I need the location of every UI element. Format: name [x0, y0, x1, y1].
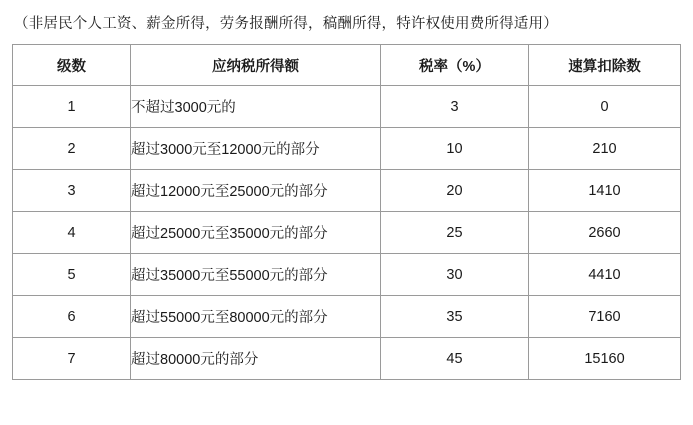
cell-level: 5 — [13, 254, 131, 296]
table-row — [13, 128, 681, 170]
cell-level: 7 — [13, 338, 131, 380]
column-header-deduction: 速算扣除数 — [529, 45, 681, 86]
cell-rate: 25 — [381, 212, 529, 254]
table-header-row — [13, 45, 681, 86]
cell-deduction: 0 — [529, 86, 681, 128]
cell-rate: 20 — [381, 170, 529, 212]
table-row — [13, 254, 681, 296]
column-header-level: 级数 — [13, 45, 131, 86]
cell-level: 3 — [13, 170, 131, 212]
cell-deduction: 15160 — [529, 338, 681, 380]
cell-income: 不超过3000元的 — [131, 86, 381, 128]
table-row — [13, 86, 681, 128]
cell-income: 超过3000元至12000元的部分 — [131, 128, 381, 170]
table-body — [13, 86, 681, 380]
cell-income: 超过35000元至55000元的部分 — [131, 254, 381, 296]
cell-level: 2 — [13, 128, 131, 170]
table-caption: （非居民个人工资、薪金所得，劳务报酬所得，稿酬所得，特许权使用费所得适用） — [14, 16, 558, 32]
tax-rate-table — [12, 44, 681, 380]
cell-rate: 45 — [381, 338, 529, 380]
cell-income: 超过25000元至35000元的部分 — [131, 212, 381, 254]
cell-rate: 35 — [381, 296, 529, 338]
column-header-rate: 税率（%） — [381, 45, 529, 86]
table-row — [13, 338, 681, 380]
cell-income: 超过55000元至80000元的部分 — [131, 296, 381, 338]
cell-deduction: 7160 — [529, 296, 681, 338]
cell-level: 6 — [13, 296, 131, 338]
cell-level: 4 — [13, 212, 131, 254]
table-row — [13, 170, 681, 212]
cell-level: 1 — [13, 86, 131, 128]
cell-rate: 10 — [381, 128, 529, 170]
table-header — [13, 45, 681, 86]
cell-income: 超过80000元的部分 — [131, 338, 381, 380]
cell-deduction: 2660 — [529, 212, 681, 254]
column-header-income: 应纳税所得额 — [131, 45, 381, 86]
cell-income: 超过12000元至25000元的部分 — [131, 170, 381, 212]
table-row — [13, 296, 681, 338]
cell-deduction: 1410 — [529, 170, 681, 212]
cell-deduction: 4410 — [529, 254, 681, 296]
cell-rate: 30 — [381, 254, 529, 296]
cell-rate: 3 — [381, 86, 529, 128]
table-row — [13, 212, 681, 254]
cell-deduction: 210 — [529, 128, 681, 170]
